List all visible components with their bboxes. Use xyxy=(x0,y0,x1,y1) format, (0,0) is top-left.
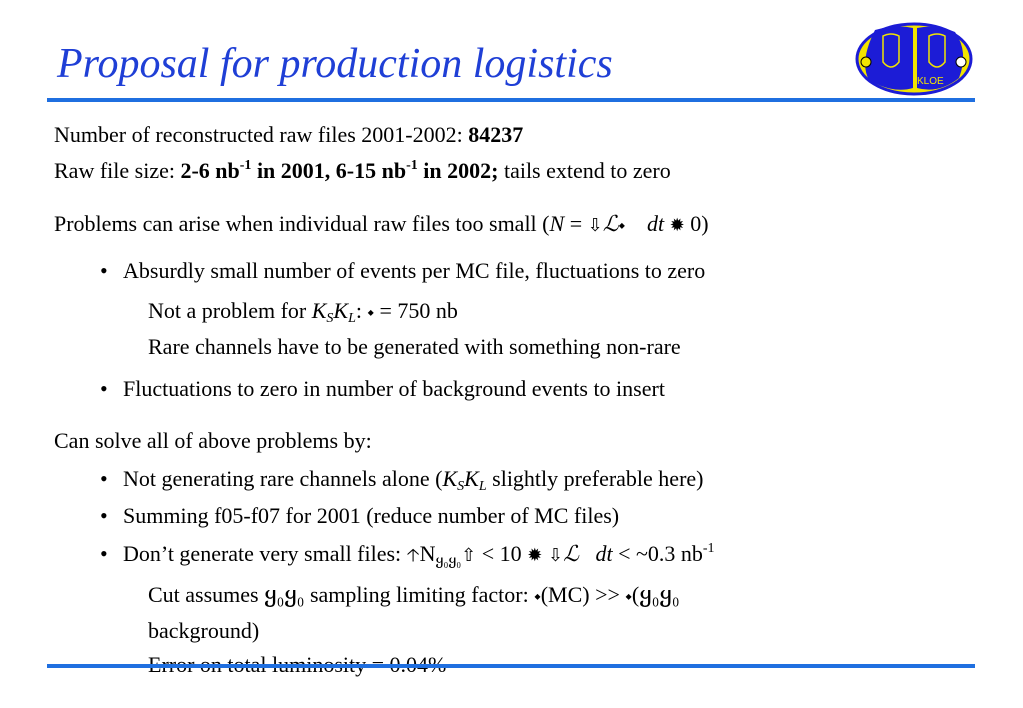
s-sub-2: S xyxy=(457,479,465,494)
s-sub: S xyxy=(326,311,334,326)
open-arrow-glyph: ⇧ xyxy=(461,545,477,566)
threshold-text: < ~0.3 nb xyxy=(612,541,703,566)
k-symbol: K xyxy=(311,298,327,323)
size-2002-sup: -1 xyxy=(406,158,418,173)
rare-channels-line: Rare channels have to be generated with something non-rare xyxy=(148,334,681,359)
raw-files-label: Number of reconstructed raw files 2001-2002: xyxy=(54,122,469,147)
bullet-marker: • xyxy=(100,541,108,566)
title-rule xyxy=(47,98,975,102)
sigma-glyph: ⬩ xyxy=(618,215,626,236)
sampling-text: sampling limiting factor: xyxy=(304,582,535,607)
arrow-up-glyph: 🡡 xyxy=(406,545,420,566)
size-2001-sup: -1 xyxy=(239,158,252,173)
cross-section-value: = 750 nb xyxy=(374,298,458,323)
l-sub: L xyxy=(348,311,356,326)
l-sub-2: L xyxy=(478,479,487,494)
bullet-summing: Summing f05-f07 for 2001 (reduce number of MC files) xyxy=(123,503,620,528)
bullet-absurdly-small: Absurdly small number of events per MC file, fluctuations to zero xyxy=(123,258,706,283)
gg-glyph: ყ₀ყ₀ xyxy=(264,582,305,607)
bullet-marker: • xyxy=(100,503,108,528)
cut-assumes-text: Cut assumes xyxy=(148,582,265,607)
kloe-logo-icon xyxy=(855,22,973,96)
sigma-glyph-2: ⬩ xyxy=(367,302,375,323)
approx-glyph-2: ✹ xyxy=(527,545,543,566)
luminosity-symbol: ℒ xyxy=(602,211,619,236)
preferable-text: slightly preferable here) xyxy=(486,466,704,491)
problems-line xyxy=(54,211,709,239)
approx-glyph: ✹ xyxy=(669,215,685,236)
less-than-ten: < 10 xyxy=(476,541,528,566)
kloe-logo-text: KLOE xyxy=(917,76,944,87)
mc-text: (MC) >> xyxy=(540,582,626,607)
bullet-marker: • xyxy=(100,258,108,283)
n-symbol: N xyxy=(549,211,565,236)
not-a-problem-line xyxy=(148,298,458,326)
bullet-fluctuations: Fluctuations to zero in number of background events to insert xyxy=(123,376,665,401)
raw-file-size-label: Raw file size: xyxy=(54,158,181,183)
footer-rule xyxy=(47,664,975,668)
size-2002-value: in 2001, 6-15 nb xyxy=(251,158,407,183)
raw-files-count-line xyxy=(54,122,523,148)
k-symbol-4: K xyxy=(464,466,479,491)
gg-sub: ყ₀ყ₀ xyxy=(435,554,462,569)
dont-generate-text: Don’t generate very small files: xyxy=(123,541,407,566)
not-problem-text: Not a problem for xyxy=(148,298,312,323)
n-gg-symbol: N xyxy=(419,541,436,566)
raw-files-value: 84237 xyxy=(468,122,524,147)
problems-text: Problems can arise when individual raw files too small ( xyxy=(54,211,550,236)
size-2001-value: 2-6 nb xyxy=(180,158,240,183)
gg-glyph-2: ყ₀ყ₀ xyxy=(639,582,680,607)
equals-text: = xyxy=(564,211,588,236)
size-2002-suffix: in 2002; xyxy=(417,158,499,183)
luminosity-symbol-2: ℒ xyxy=(563,541,579,566)
colon-text: : xyxy=(355,298,368,323)
slide-title: Proposal for production logistics xyxy=(57,41,613,87)
bullet-not-generating-rare xyxy=(123,466,703,492)
integral-glyph: ⇩ xyxy=(587,215,603,236)
bullet-marker: • xyxy=(100,376,108,401)
dt-symbol-2: dt xyxy=(595,541,613,566)
sigma-glyph-4: ⬩ xyxy=(625,586,632,607)
raw-file-size-line xyxy=(54,158,671,184)
bullet-marker: • xyxy=(100,466,108,491)
integral-glyph-2: ⇩ xyxy=(542,545,564,566)
tails-text: tails extend to zero xyxy=(498,158,671,183)
k-symbol-2: K xyxy=(333,298,349,323)
cut-assumes-line xyxy=(148,582,680,610)
can-solve-line: Can solve all of above problems by: xyxy=(54,428,372,453)
threshold-sup: -1 xyxy=(702,541,715,556)
k-symbol-3: K xyxy=(442,466,458,491)
sigma-glyph-3: ⬩ xyxy=(534,586,541,607)
zero-text: 0) xyxy=(684,211,709,236)
dt-symbol: dt xyxy=(647,211,665,236)
background-line: background) xyxy=(148,618,260,643)
bullet-dont-generate xyxy=(123,541,715,569)
paren-text: ( xyxy=(631,582,640,607)
not-generating-text: Not generating rare channels alone ( xyxy=(123,466,443,491)
